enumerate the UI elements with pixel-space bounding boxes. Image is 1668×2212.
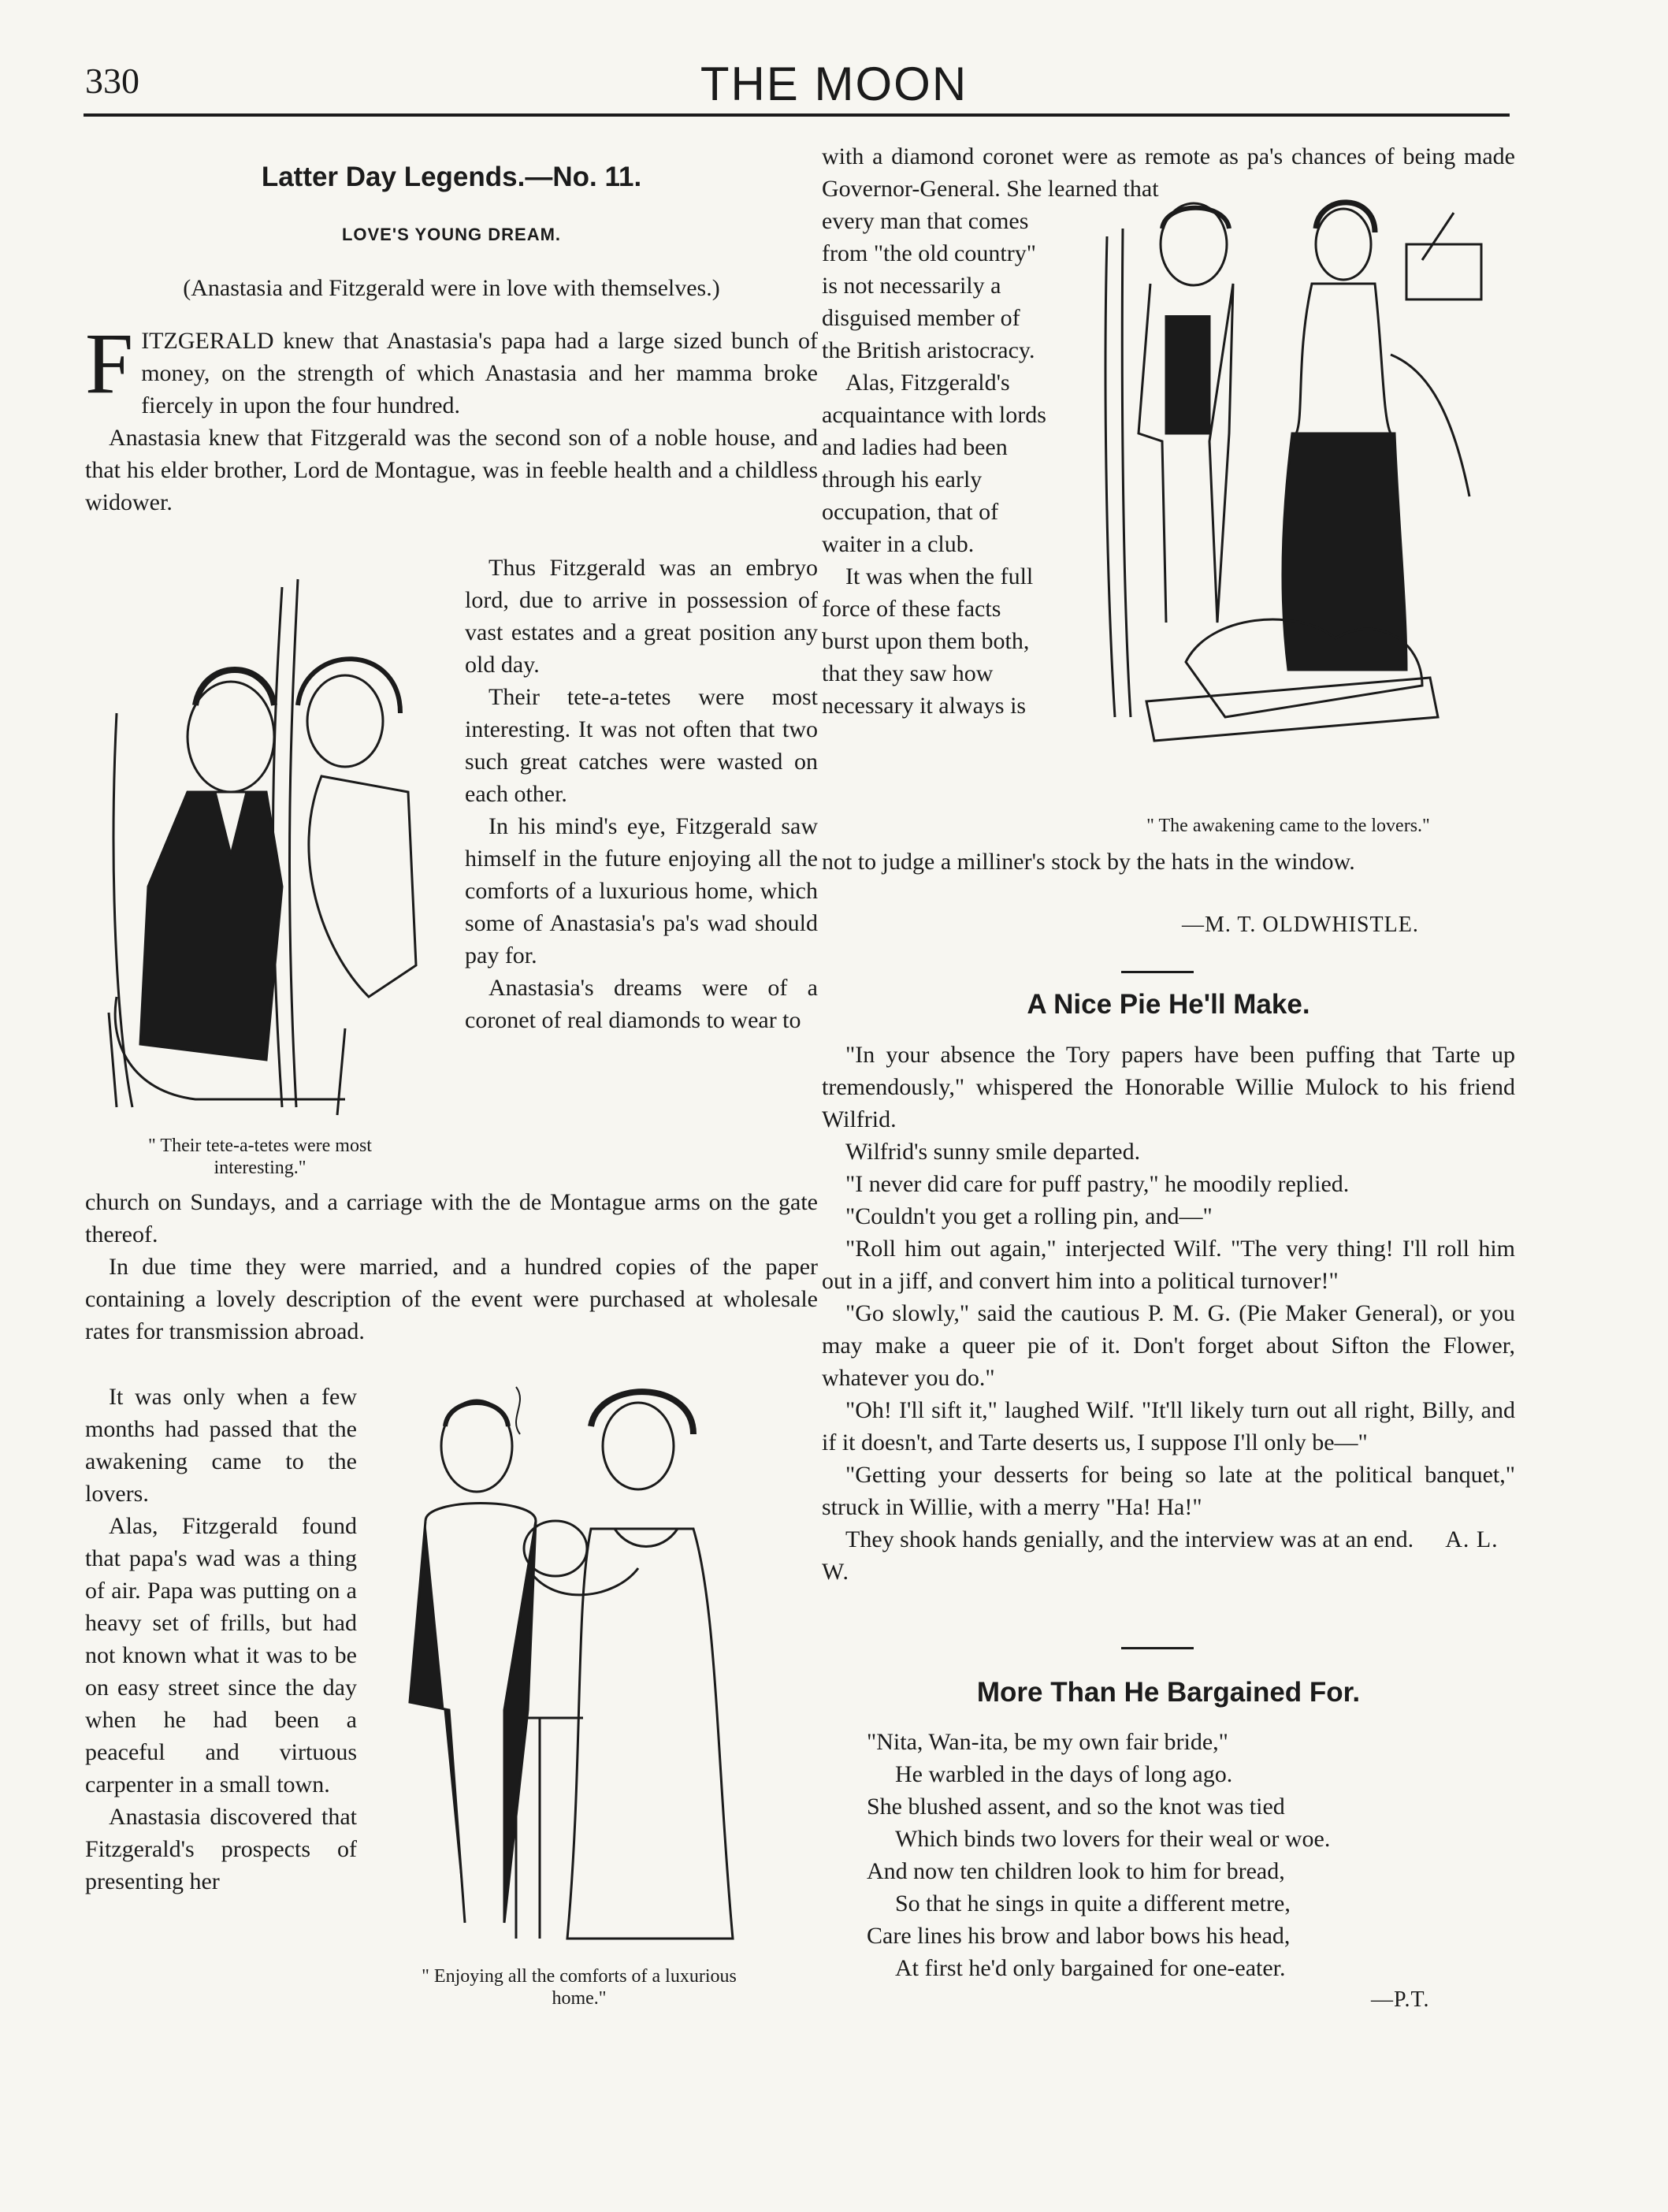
illustration-awakening xyxy=(1091,197,1485,804)
poem-line: She blushed assent, and so the knot was tied xyxy=(867,1794,1285,1820)
paragraph: It was only when a few months had passed that the awakening came to the lovers. xyxy=(85,1384,357,1507)
header-rule xyxy=(84,113,1510,117)
poem-line: At first he'd only bargained for one-eater. xyxy=(895,1955,1286,1981)
article2-title: A Nice Pie He'll Make. xyxy=(1027,989,1310,1020)
poem-line: He warbled in the days of long ago. xyxy=(895,1761,1233,1787)
magazine-title: THE MOON xyxy=(700,58,968,110)
page-number: 330 xyxy=(85,61,139,101)
paragraph: "Roll him out again," interjected Wilf. "The very thing! I'll roll him out in a jiff, and convert him into a political turnover!" xyxy=(822,1236,1515,1294)
article1-body-top xyxy=(85,315,818,519)
paragraph: Alas, Fitzgerald's acquaintance with lords and ladies had been through his early occupation, that of waiter in a club. xyxy=(822,370,1046,557)
article2-body xyxy=(822,1039,1515,1588)
article3-poem xyxy=(867,1726,1330,1984)
paragraph: In due time they were married, and a hundred copies of the paper containing a lovely description of the event were purchased at wholesale rates for transmission abroad. xyxy=(85,1254,818,1344)
paragraph: FITZGERALD knew that Anastasia's papa had a large sized bunch of money, on the strength of which Anastasia and her mamma broke fiercely in upon the four hundred. xyxy=(85,315,818,418)
paragraph: In his mind's eye, Fitzgerald saw himself in the future enjoying all the comforts of a luxurious home, which some of Anastasia's pa's wad should pay for. xyxy=(465,813,818,968)
paragraph: Alas, Fitzgerald found that papa's wad was a thing of air. Papa was putting on a heavy set of frills, but had not known what it was to be on easy street since the day when he had been a peaceful and virtuous carpenter in a small town. xyxy=(85,1513,357,1797)
paragraph: not to judge a milliner's stock by the hats in the window. xyxy=(822,849,1355,875)
article1-body-right xyxy=(465,552,818,1036)
poem-line: Care lines his brow and labor bows his head, xyxy=(867,1923,1291,1949)
paragraph: church on Sundays, and a carriage with the de Montague arms on the gate thereof. xyxy=(85,1189,818,1247)
article1-signature: —M. T. OLDWHISTLE. xyxy=(1182,913,1419,937)
paragraph: "In your absence the Tory papers have been puffing that Tarte up tremendously," whispered the Honorable Willie Mulock to his friend Wilfrid. xyxy=(822,1042,1515,1132)
article1-title: Latter Day Legends.—No. 11. xyxy=(261,162,642,192)
paragraph: with a diamond coronet were as remote as pa's chances of being made Governor-General. She learned that xyxy=(822,143,1515,202)
caption-tete-a-tete: " Their tete-a-tetes were most interesting." xyxy=(148,1136,372,1178)
illustration-tete-a-tete xyxy=(85,556,455,1123)
article2-signature: A. L. W. xyxy=(822,1526,1499,1585)
caption-awakening: " The awakening came to the lovers." xyxy=(1146,816,1430,836)
paragraph: They shook hands genially, and the interview was at an end. A. L. W. xyxy=(822,1526,1499,1585)
paragraph: Thus Fitzgerald was an embryo lord, due to arrive in possession of vast estates and a great position any old day. xyxy=(465,555,818,678)
article1-body-mid xyxy=(85,1186,818,1348)
paragraph: every man that comes from "the old country" is not necessarily a disguised member of the British aristocracy. xyxy=(822,208,1036,363)
paragraph: "Oh! I'll sift it," laughed Wilf. "It'll likely turn out all right, Billy, and if it doesn't, and Tarte deserts us, I suppose I'll only be—" xyxy=(822,1397,1515,1455)
paragraph: Wilfrid's sunny smile departed. xyxy=(845,1139,1141,1165)
caption-luxurious-home: " Enjoying all the comforts of a luxurious home." xyxy=(422,1966,737,2009)
article3-signature: —P.T. xyxy=(1371,1987,1430,2012)
poem-line: So that he sings in quite a different metre, xyxy=(895,1890,1291,1916)
article1-body-right-top xyxy=(822,140,1515,205)
paragraph: "Couldn't you get a rolling pin, and—" xyxy=(845,1203,1213,1229)
illustration-luxurious-home xyxy=(378,1371,788,1954)
poem-line: And now ten children look to him for bread, xyxy=(867,1858,1285,1884)
paragraph: "Getting your desserts for being so late at the political banquet," struck in Willie, with a merry "Ha! Ha!" xyxy=(822,1462,1515,1520)
paragraph: Their tete-a-tetes were most interesting. It was not often that two such great catches were wasted on each other. xyxy=(465,684,818,807)
article1-body-right-narrow xyxy=(822,205,1050,722)
paragraph: Anastasia's dreams were of a coronet of real diamonds to wear to xyxy=(465,975,818,1033)
paragraph: "Go slowly," said the cautious P. M. G. (Pie Maker General), or you may make a queer pie of it. Don't forget about Sifton the Flower, whatever you do." xyxy=(822,1300,1515,1391)
drop-cap: F xyxy=(85,315,134,411)
section-divider xyxy=(1121,971,1194,973)
poem-line: "Nita, Wan-ita, be my own fair bride," xyxy=(867,1729,1228,1755)
paragraph: Anastasia knew that Fitzgerald was the second son of a noble house, and that his elder brother, Lord de Montague, was in feeble health and a childless widower. xyxy=(85,425,818,515)
article1-body-right-bottom xyxy=(822,846,1515,878)
poem-line: Which binds two lovers for their weal or woe. xyxy=(895,1826,1331,1852)
section-divider xyxy=(1121,1647,1194,1649)
paragraph: "I never did care for puff pastry," he moodily replied. xyxy=(845,1171,1350,1197)
article1-intro: (Anastasia and Fitzgerald were in love with themselves.) xyxy=(183,275,720,301)
article3-title: More Than He Bargained For. xyxy=(976,1677,1361,1708)
article1-body-lower xyxy=(85,1381,357,1898)
paragraph: It was when the full force of these facts burst upon them both, that they saw how necessary it always is xyxy=(822,563,1034,719)
article1-subtitle: LOVE'S YOUNG DREAM. xyxy=(341,225,562,244)
paragraph: Anastasia discovered that Fitzgerald's prospects of presenting her xyxy=(85,1804,357,1894)
